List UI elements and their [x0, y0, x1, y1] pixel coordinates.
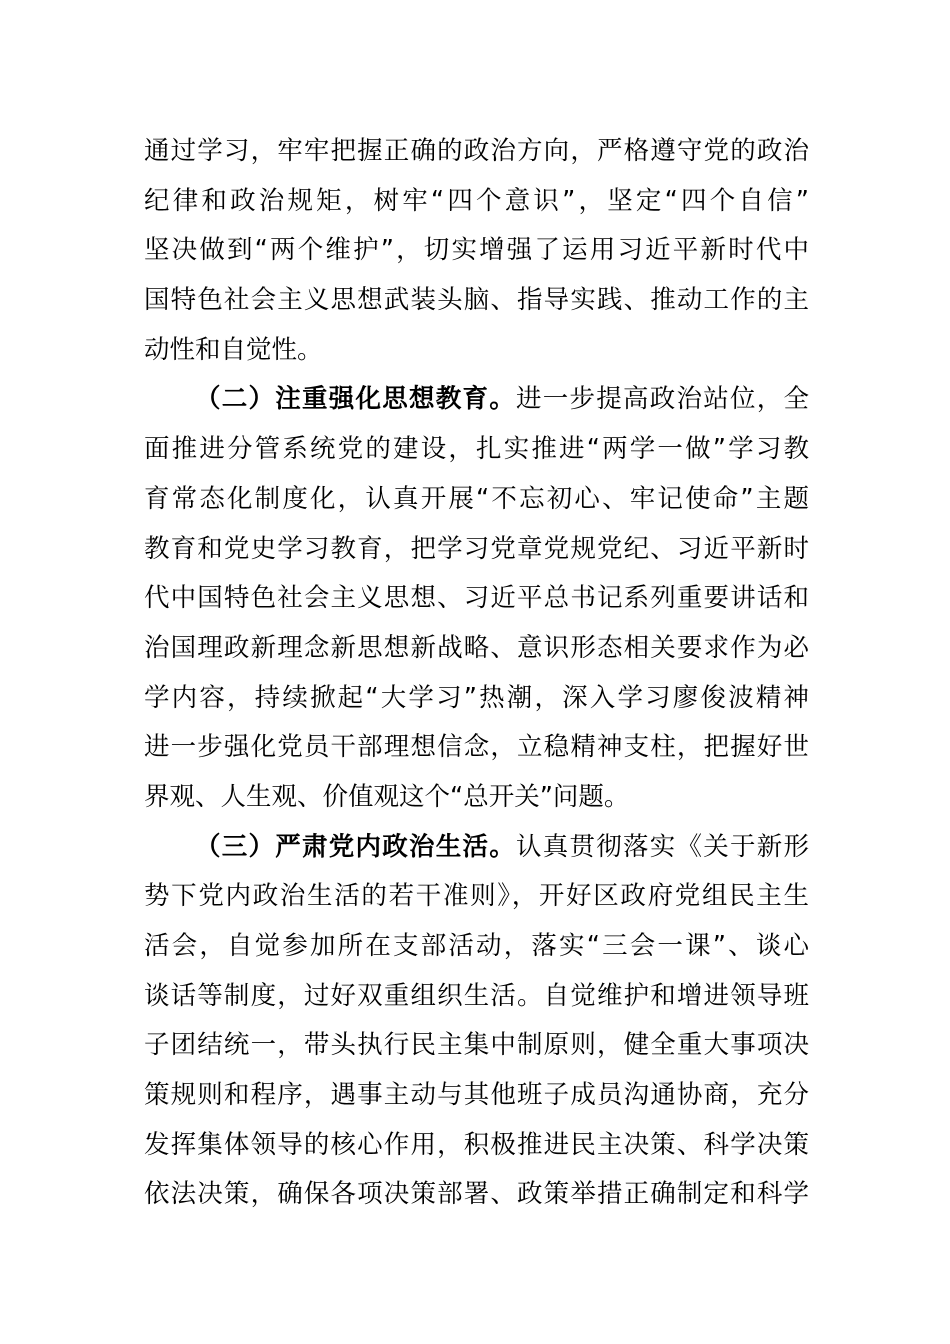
paragraph-line: 界观、人生观、价值观这个“总开关”问题。 [144, 781, 630, 812]
section-3-first-line [144, 823, 809, 873]
section-2-first-line-text: 进一步提高政治站位，全 [515, 384, 809, 415]
paragraph-line: 学内容，持续掀起“大学习”热潮，深入学习廖俊波精神 [144, 682, 809, 713]
paragraph-line: 动性和自觉性。 [144, 334, 323, 365]
section-3-first-line-text: 认真贯彻落实《关于新形 [515, 831, 809, 862]
paragraph-line: 策规则和程序，遇事主动与其他班子成员沟通协商，充分 [144, 1080, 809, 1111]
paragraph-line: 势下党内政治生活的若干准则》，开好区政府党组民主生 [144, 881, 809, 912]
section-2-heading: （二）注重强化思想教育。 [195, 384, 516, 415]
paragraph-line: 教育和党史学习教育，把学习党章党规党纪、习近平新时 [144, 533, 809, 564]
paragraph-line: 育常态化制度化，认真开展“不忘初心、牢记使命”主题 [144, 483, 809, 514]
paragraph-line: 代中国特色社会主义思想、习近平总书记系列重要讲话和 [144, 583, 809, 614]
paragraph-line: 依法决策，确保各项决策部署、政策举措正确制定和科学 [144, 1179, 809, 1210]
paragraph-line: 面推进分管系统党的建设，扎实推进“两学一做”学习教 [144, 434, 809, 465]
paragraph-line: 通过学习，牢牢把握正确的政治方向，严格遵守党的政治 [144, 136, 809, 166]
document-body [144, 127, 809, 1220]
paragraph-line: 国特色社会主义思想武装头脑、指导实践、推动工作的主 [144, 285, 809, 316]
section-2-first-line [144, 375, 809, 425]
paragraph-line: 进一步强化党员干部理想信念，立稳精神支柱，把握好世 [144, 732, 809, 763]
paragraph-line: 谈话等制度，过好双重组织生活。自觉维护和增进领导班 [144, 980, 809, 1011]
paragraph-line: 治国理政新理念新思想新战略、意识形态相关要求作为必 [144, 632, 809, 663]
paragraph-line: 发挥集体领导的核心作用，积极推进民主决策、科学决策 [144, 1129, 809, 1160]
paragraph-line: 活会，自觉参加所在支部活动，落实“三会一课”、谈心 [144, 931, 809, 961]
paragraph-line: 纪律和政治规矩，树牢“四个意识”，坚定“四个自信” [144, 185, 809, 216]
paragraph-line: 子团结统一，带头执行民主集中制原则，健全重大事项决 [144, 1030, 809, 1061]
section-3-heading: （三）严肃党内政治生活。 [195, 831, 516, 862]
paragraph-line: 坚决做到“两个维护”，切实增强了运用习近平新时代中 [144, 235, 809, 266]
